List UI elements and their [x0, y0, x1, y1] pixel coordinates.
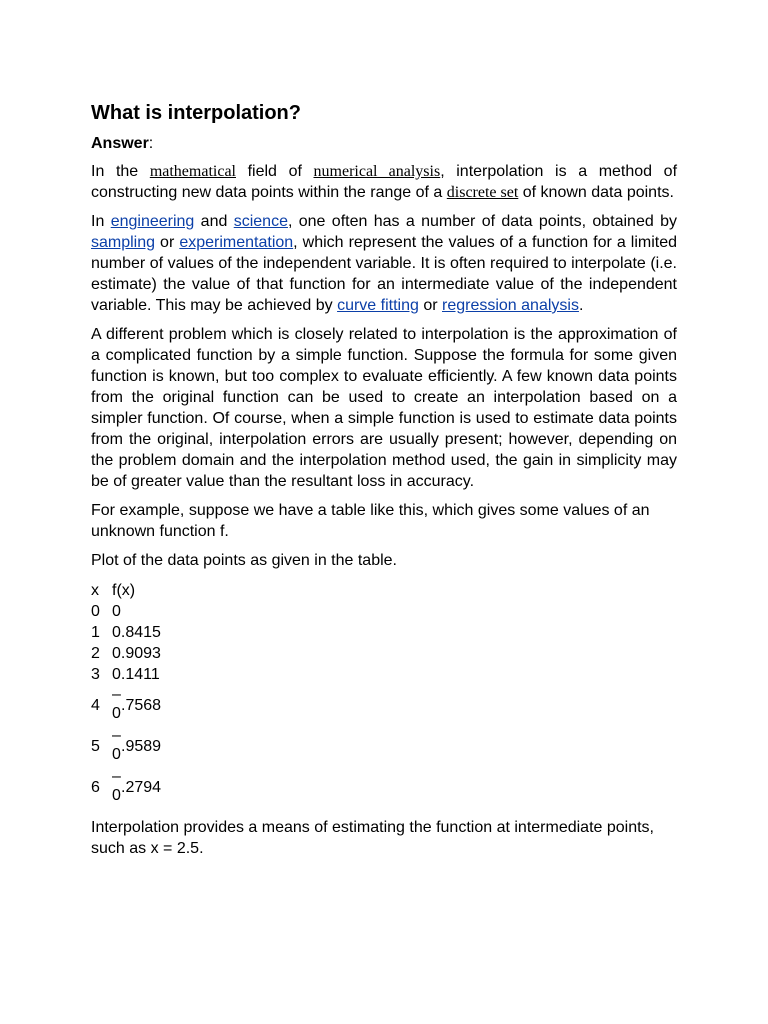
table-row: [91, 726, 677, 767]
paragraph-example: For example, suppose we have a table like this, which gives some values of an unknown function f.: [91, 502, 650, 540]
answer-colon: :: [148, 135, 154, 152]
minus-sign: –: [112, 686, 121, 703]
cell-fx: 0.8415: [112, 624, 161, 641]
cell-fx: [112, 685, 192, 726]
text-span: In the: [91, 163, 150, 180]
cell-x: 2: [91, 645, 100, 662]
minus-sign: –: [112, 727, 121, 744]
text-span: and: [194, 213, 234, 230]
page-title: What is interpolation?: [91, 102, 301, 124]
table-row: [91, 643, 677, 664]
leading-zero: 0: [112, 787, 121, 804]
text-span: , interpolation is a method of constructing new data points within the range of a: [91, 163, 678, 201]
header-fx: f(x): [112, 582, 136, 599]
header-x: x: [91, 582, 99, 599]
table-header-row: [91, 580, 677, 601]
link-engineering[interactable]: engineering: [110, 213, 195, 230]
answer-heading: [91, 133, 677, 154]
text-span: or: [418, 297, 442, 314]
cell-fx: [112, 767, 192, 808]
table-row: [91, 685, 677, 726]
link-experimentation[interactable]: experimentation: [179, 234, 294, 251]
cell-fx: 0.1411: [112, 666, 160, 683]
data-table: [91, 580, 677, 808]
text-span: .: [578, 297, 584, 314]
cell-x: 6: [91, 779, 100, 796]
paragraph-definition: [91, 161, 677, 203]
text-span: of known data points.: [518, 184, 674, 201]
text-span: or: [155, 234, 180, 251]
table-row: [91, 622, 677, 643]
table-row: [91, 664, 677, 685]
answer-label: Answer: [91, 135, 149, 152]
leading-zero: 0: [112, 705, 121, 722]
link-mathematical[interactable]: mathematical: [149, 163, 236, 180]
text-span: , one often has a number of data points, obtained by: [287, 213, 677, 230]
text-span: field of: [236, 163, 314, 180]
cell-fx: [112, 726, 192, 767]
cell-fx: 0: [112, 603, 121, 620]
minus-sign: –: [112, 768, 121, 785]
link-science[interactable]: science: [233, 213, 288, 230]
decimal-part: .7568: [121, 697, 162, 714]
cell-x: 3: [91, 666, 100, 683]
paragraph-intermediate: Interpolation provides a means of estimating the function at intermediate points, such as x = 2.5.: [91, 819, 654, 857]
cell-x: 0: [91, 603, 100, 620]
cell-x: 1: [91, 624, 100, 641]
cell-x: 5: [91, 738, 100, 755]
cell-fx: 0.9093: [112, 645, 161, 662]
paragraph-engineering: [91, 211, 677, 316]
link-numerical-analysis[interactable]: numerical analysis: [313, 163, 441, 180]
link-curve-fitting[interactable]: curve fitting: [337, 297, 419, 314]
paragraph-approximation: A different problem which is closely related to interpolation is the approximation of a complicated function by a simple function. Suppose the formula for some given function is known, but too complex to evaluate efficiently. A few known data points from the original function can be used to create an interpolation based on a simpler function. Of course, when a simple function is used to estimate data points from the original, interpolation errors are usually present; however, depending on the problem domain and the interpolation method used, the gain in simplicity may be of greater value than the resultant loss in accuracy.: [91, 326, 677, 490]
document-page: [91, 100, 677, 867]
link-sampling[interactable]: sampling: [91, 234, 156, 251]
decimal-part: .2794: [121, 779, 162, 796]
leading-zero: 0: [112, 746, 121, 763]
paragraph-plot-caption: Plot of the data points as given in the table.: [91, 552, 397, 569]
table-row: [91, 767, 677, 808]
text-span: In: [91, 213, 111, 230]
table-row: [91, 601, 677, 622]
link-discrete-set[interactable]: discrete set: [446, 184, 519, 201]
text-span: , which represent the values of a function for a limited number of values of the independent variable. It is often required to interpolate (i.e. estimate) the value of that function for an intermediate value of the independent variable. This may be achieved by: [91, 234, 677, 314]
link-regression-analysis[interactable]: regression analysis: [442, 297, 579, 314]
decimal-part: .9589: [121, 738, 162, 755]
cell-x: 4: [91, 697, 100, 714]
